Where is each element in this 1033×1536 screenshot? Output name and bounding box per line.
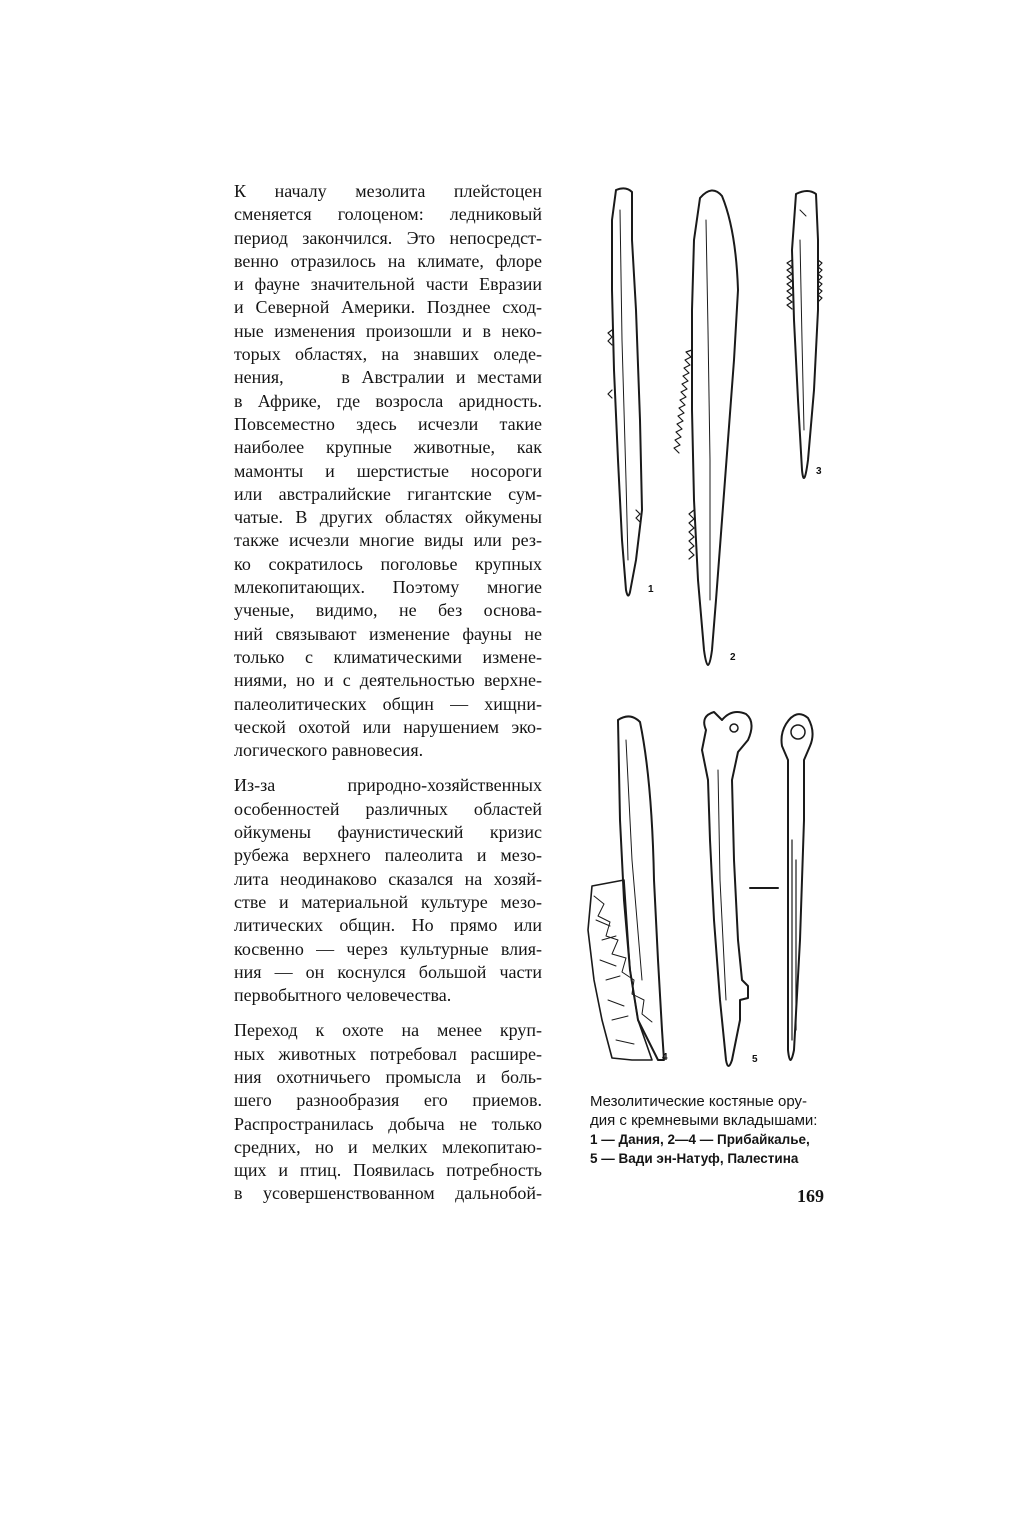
text-line: щих и птиц. Появилась потребность	[234, 1160, 542, 1181]
text-line: Переход к охоте на менее круп-	[234, 1020, 542, 1041]
text-line: млекопитающих. Поэтому многие	[234, 577, 542, 598]
text-line: нения, в Австралии и местами	[234, 367, 542, 388]
text-line: период закончился. Это непосредст-	[234, 227, 542, 248]
bone-tool-2	[674, 190, 738, 665]
bone-tool-5	[702, 712, 752, 1066]
text-line: первобытного человечества.	[234, 985, 452, 1006]
text-line: сменяется голоценом: ледниковый	[234, 204, 542, 225]
bone-tools-illustration	[582, 180, 844, 1180]
figure-number-2: 2	[730, 652, 736, 663]
page-number: 169	[797, 1186, 824, 1206]
text-line: ния — он коснулся большой части	[234, 961, 542, 982]
bone-tool-1	[608, 188, 642, 595]
text-line: шего разнообразия его приемов.	[234, 1090, 542, 1111]
paragraph-3	[200, 1019, 542, 1205]
main-text-column	[200, 180, 542, 1206]
caption-line: дия с кремневыми вкладышами:	[590, 1112, 818, 1129]
text-line: К началу мезолита плейстоцен	[234, 181, 542, 201]
text-line: чатые. В других областях ойкумены	[234, 507, 542, 528]
paragraph-1	[200, 180, 542, 762]
text-line: средних, но и мелких млекопитаю-	[234, 1136, 542, 1157]
text-line: логического равновесия.	[234, 740, 424, 761]
text-line: в Африке, где возросла аридность.	[234, 390, 542, 411]
text-line: ойкумены фаунистический кризис	[234, 822, 542, 843]
paragraph-gap	[200, 762, 542, 774]
text-line: Распространилась добыча не только	[234, 1113, 542, 1134]
caption-line: Мезолитические костяные ору-	[590, 1093, 808, 1110]
bone-tool-4	[588, 716, 664, 1060]
figure-number-3: 3	[816, 466, 822, 477]
text-line: также исчезли многие виды или рез-	[234, 530, 542, 551]
text-line: мамонты и шерстистые носороги	[234, 460, 542, 481]
figure-caption	[590, 1092, 850, 1168]
text-line: или австралийские гигантские сум-	[234, 483, 542, 504]
text-line: в усовершенствованном дальнобой-	[234, 1183, 542, 1204]
text-line: и фауне значительной части Евразии	[234, 274, 542, 295]
caption-line: 5 — Вади эн-Натуф, Палестина	[590, 1151, 799, 1166]
text-line: только с климатическими измене-	[234, 646, 542, 667]
text-line: ний связывают изменение фауны не	[234, 623, 542, 644]
text-line: и Северной Америки. Позднее сход-	[234, 297, 542, 318]
text-line: ниями, но и с деятельностью верхне-	[234, 670, 542, 691]
text-line: рубежа верхнего палеолита и мезо-	[234, 845, 542, 866]
text-line: торых областях, на знавших оледе-	[234, 344, 542, 365]
text-line: особенностей различных областей	[234, 798, 542, 819]
text-line: венно отразилось на климате, флоре	[234, 250, 542, 271]
text-line: ученые, видимо, не без основа-	[234, 600, 542, 621]
text-line: палеолитических общин — хищни-	[234, 693, 542, 714]
figure-number-5: 5	[752, 1054, 758, 1065]
text-line: стве и материальной культуре мезо-	[234, 891, 542, 912]
text-line: ко сократилось поголовье крупных	[234, 553, 542, 574]
text-line: ческой охотой или нарушением эко-	[234, 716, 542, 737]
figure-number-1: 1	[648, 584, 654, 595]
bone-tool-6	[750, 714, 813, 1060]
bone-tool-3	[787, 191, 822, 478]
text-line: Из-за природно-хозяйственных	[234, 775, 542, 796]
caption-line: 1 — Дания, 2—4 — Прибайкалье,	[590, 1132, 810, 1147]
text-line: ных животных потребовал расшире-	[234, 1043, 542, 1064]
text-line: ные изменения произошли и в неко-	[234, 320, 542, 341]
text-line: литических общин. Но прямо или	[234, 915, 542, 936]
text-line: Повсеместно здесь исчезли такие	[234, 413, 542, 434]
paragraph-gap	[200, 1007, 542, 1019]
text-line: косвенно — через культурные влия-	[234, 938, 542, 959]
figure-number-4: 4	[662, 1052, 668, 1063]
bone-tools-drawing	[582, 180, 844, 1080]
text-line: наиболее крупные животные, как	[234, 437, 542, 458]
text-line: ния охотничьего промысла и боль-	[234, 1066, 542, 1087]
text-line: лита неодинаково сказался на хозяй-	[234, 868, 542, 889]
paragraph-2	[200, 774, 542, 1007]
